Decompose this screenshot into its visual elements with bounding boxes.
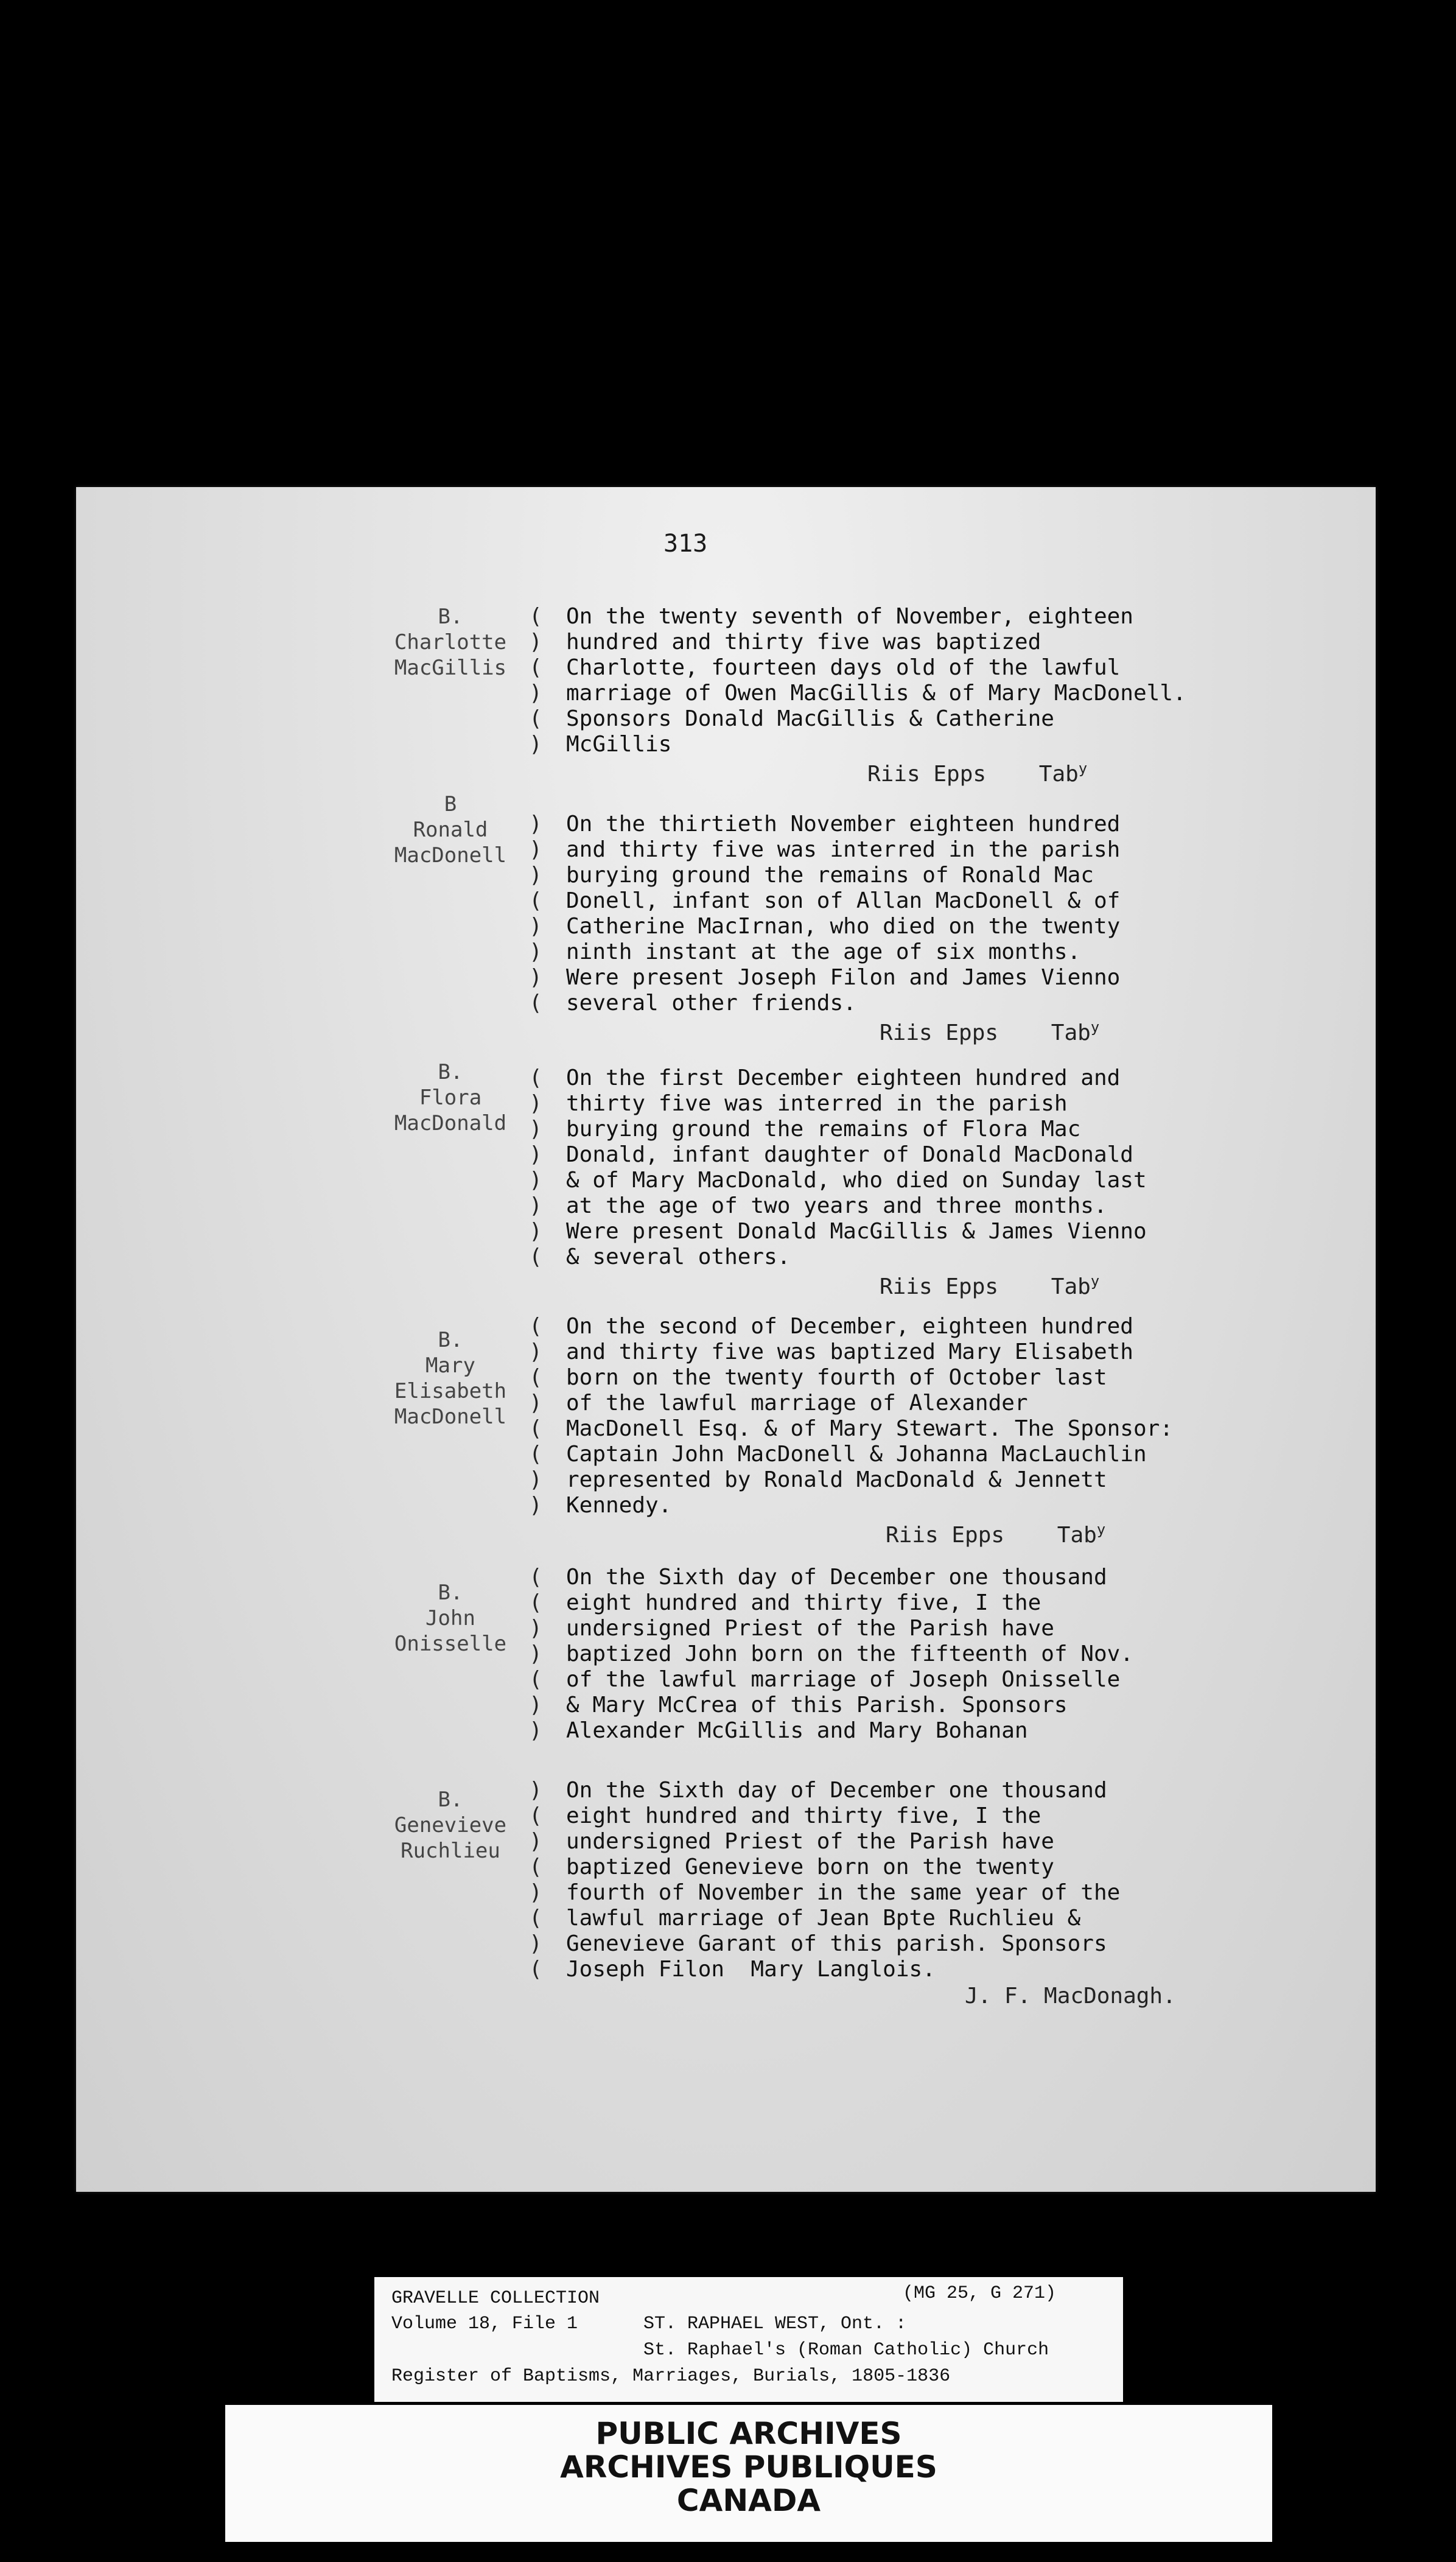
entry-line: marriage of Owen MacGillis & of Mary MacDonell.: [566, 681, 1186, 706]
register-title: Register of Baptisms, Marriages, Burials, 1805-1836: [391, 2366, 951, 2387]
bracket-mark: (: [529, 1565, 542, 1590]
entry-line: several other friends.: [566, 991, 856, 1016]
margin-line: B.: [438, 1328, 463, 1352]
bracket-mark: (: [529, 1442, 542, 1467]
margin-line: Charlotte: [394, 630, 507, 655]
bracket-mark: (: [529, 1365, 542, 1390]
page-number: 313: [663, 530, 708, 558]
bracket-mark: ): [529, 914, 542, 939]
margin-line: B: [444, 792, 457, 816]
entry-line: Charlotte, fourteen days old of the lawful: [566, 655, 1121, 680]
entry-line: Kennedy.: [566, 1493, 672, 1518]
priest-signature: [886, 1521, 1105, 1548]
bracket-mark: ): [529, 1718, 542, 1743]
entry-line: baptized Genevieve born on the twenty: [566, 1855, 1054, 1879]
entry-line: fourth of November in the same year of the: [566, 1880, 1121, 1905]
margin-line: MacGillis: [394, 656, 507, 680]
bracket-mark: ): [529, 1117, 542, 1142]
entry-line: McGillis: [566, 732, 672, 757]
priest-signature-final: J. F. MacDonagh.: [965, 1984, 1176, 2009]
bracket-mark: ): [529, 1931, 542, 1956]
entry-line: Donell, infant son of Allan MacDonell & of: [566, 888, 1121, 913]
bracket-mark: ): [529, 965, 542, 990]
collection-name: GRAVELLE COLLECTION: [391, 2288, 600, 2309]
bracket-mark: (: [529, 604, 542, 629]
margin-line: B.: [438, 605, 463, 629]
bracket-mark: ): [529, 1193, 542, 1218]
signature-superscript: y: [1090, 1019, 1100, 1036]
bracket-mark: ): [529, 1829, 542, 1854]
entry-line: thirty five was interred in the parish: [566, 1091, 1068, 1116]
bracket-mark: (: [529, 1065, 542, 1090]
bracket-mark: ): [529, 732, 542, 757]
entry-line: On the second of December, eighteen hundred: [566, 1314, 1133, 1339]
register-page: [76, 487, 1376, 2192]
signature-superscript: y: [1096, 1521, 1106, 1538]
entry-line: represented by Ronald MacDonald & Jennett: [566, 1467, 1107, 1492]
bracket-mark: (: [529, 706, 542, 731]
entry-line: at the age of two years and three months.: [566, 1193, 1107, 1218]
margin-line: Onisselle: [394, 1632, 507, 1656]
volume-file: Volume 18, File 1: [391, 2314, 578, 2334]
bracket-mark: (: [529, 1957, 542, 1982]
entry-line: On the Sixth day of December one thousand: [566, 1778, 1107, 1803]
entry-text: [566, 812, 1357, 1016]
entry-line: hundred and thirty five was baptized: [566, 630, 1041, 655]
entry-line: and thirty five was interred in the parish: [566, 837, 1121, 862]
bracket-mark: (: [529, 655, 542, 680]
bracket-mark: ): [529, 1693, 542, 1718]
entry-line: On the Sixth day of December one thousand: [566, 1565, 1107, 1590]
entry-line: & of Mary MacDonald, who died on Sunday last: [566, 1168, 1147, 1193]
bracket-mark: ): [529, 1641, 542, 1666]
bracket-mark: ): [529, 1616, 542, 1641]
bracket-mark: ): [529, 863, 542, 888]
bracket-mark: ): [529, 939, 542, 964]
bracket-mark: ): [529, 1339, 542, 1364]
priest-signature: [880, 1019, 1099, 1045]
entry-line: On the thirtieth November eighteen hundred: [566, 812, 1121, 837]
bracket-mark: (: [529, 1855, 542, 1879]
entry-line: ninth instant at the age of six months.: [566, 939, 1081, 964]
entry-line: burying ground the remains of Ronald Mac: [566, 863, 1094, 888]
signature-superscript: y: [1090, 1272, 1100, 1290]
margin-line: Mary: [425, 1353, 475, 1378]
entry-bracket-column: [523, 812, 548, 1016]
entry-line: Alexander McGillis and Mary Bohanan: [566, 1718, 1028, 1743]
entry-line: eight hundred and thirty five, I the: [566, 1590, 1041, 1615]
entry-line: Donald, infant daughter of Donald MacDonald: [566, 1142, 1133, 1167]
bracket-mark: ): [529, 812, 542, 837]
bracket-mark: ): [529, 630, 542, 655]
margin-line: MacDonell: [394, 843, 507, 868]
bracket-mark: (: [529, 1906, 542, 1931]
church-name: St. Raphael's (Roman Catholic) Church: [643, 2340, 1049, 2360]
bracket-mark: (: [529, 1667, 542, 1692]
bracket-mark: (: [529, 1244, 542, 1269]
bracket-mark: (: [529, 888, 542, 913]
bracket-mark: ): [529, 1467, 542, 1492]
entry-line: Were present Joseph Filon and James Vienno: [566, 965, 1121, 990]
entry-line: Were present Donald MacGillis & James Vienno: [566, 1219, 1147, 1244]
bracket-mark: (: [529, 1803, 542, 1828]
archive-label: [374, 2277, 1123, 2402]
entry-text: [566, 1565, 1357, 1744]
entry-line: On the first December eighteen hundred and: [566, 1065, 1121, 1090]
signature-suffix: Tab: [1051, 1274, 1091, 1299]
margin-line: B.: [438, 1060, 463, 1084]
bracket-mark: ): [529, 1168, 542, 1193]
bracket-mark: (: [529, 1590, 542, 1615]
margin-line: Genevieve: [394, 1813, 507, 1837]
signature-name: Riis Epps: [880, 1274, 1051, 1299]
margin-line: MacDonald: [394, 1111, 507, 1135]
entry-line: undersigned Priest of the Parish have: [566, 1616, 1054, 1641]
margin-line: Elisabeth: [394, 1379, 507, 1403]
entry-line: & Mary McCrea of this Parish. Sponsors: [566, 1693, 1068, 1718]
entry-text: [566, 604, 1357, 757]
bracket-mark: ): [529, 837, 542, 862]
entry-line: and thirty five was baptized Mary Elisabeth: [566, 1339, 1133, 1364]
margin-line: B.: [438, 1581, 463, 1605]
archives-stamp: [225, 2405, 1272, 2542]
bracket-mark: ): [529, 1142, 542, 1167]
entry-bracket-column: [523, 1565, 548, 1744]
bracket-mark: ): [529, 1493, 542, 1518]
entry-text: [566, 1314, 1357, 1518]
entry-line: Joseph Filon Mary Langlois.: [566, 1957, 936, 1982]
priest-signature: [880, 1272, 1099, 1299]
signature-name: Riis Epps: [880, 1020, 1051, 1045]
bracket-mark: ): [529, 1778, 542, 1803]
signature-name: Riis Epps: [886, 1523, 1057, 1548]
entry-line: burying ground the remains of Flora Mac: [566, 1117, 1081, 1142]
signature-suffix: Tab: [1051, 1020, 1091, 1045]
stamp-line: CANADA: [676, 2483, 821, 2518]
bracket-mark: ): [529, 681, 542, 706]
margin-line: MacDonell: [394, 1405, 507, 1429]
margin-line: B.: [438, 1788, 463, 1812]
entry-line: undersigned Priest of the Parish have: [566, 1829, 1054, 1854]
margin-line: John: [425, 1606, 475, 1630]
entry-line: eight hundred and thirty five, I the: [566, 1803, 1041, 1828]
bracket-mark: ): [529, 1880, 542, 1905]
entry-bracket-column: [523, 1065, 548, 1270]
entry-bracket-column: [523, 604, 548, 757]
entry-line: lawful marriage of Jean Bpte Ruchlieu &: [566, 1906, 1081, 1931]
margin-line: Ronald: [413, 818, 488, 842]
entry-line: of the lawful marriage of Alexander: [566, 1391, 1028, 1416]
entry-line: Catherine MacIrnan, who died on the twenty: [566, 914, 1121, 939]
bracket-mark: (: [529, 991, 542, 1016]
entry-line: Sponsors Donald MacGillis & Catherine: [566, 706, 1054, 731]
signature-superscript: y: [1078, 760, 1088, 777]
bracket-mark: ): [529, 1219, 542, 1244]
entry-bracket-column: [523, 1314, 548, 1518]
entry-line: Captain John MacDonell & Johanna MacLauchlin: [566, 1442, 1147, 1467]
entry-line: of the lawful marriage of Joseph Onisselle: [566, 1667, 1121, 1692]
stamp-line: ARCHIVES PUBLIQUES: [560, 2449, 937, 2485]
margin-line: Flora: [419, 1086, 482, 1110]
signature-name: Riis Epps: [867, 762, 1039, 787]
place-name: ST. RAPHAEL WEST, Ont. :: [643, 2314, 907, 2334]
entry-line: MacDonell Esq. & of Mary Stewart. The Sponsor:: [566, 1416, 1173, 1441]
stamp-line: PUBLIC ARCHIVES: [595, 2416, 902, 2451]
signature-suffix: Tab: [1057, 1523, 1097, 1548]
signature-suffix: Tab: [1038, 762, 1079, 787]
bracket-mark: ): [529, 1091, 542, 1116]
collection-reference: (MG 25, G 271): [903, 2283, 1057, 2304]
entry-line: & several others.: [566, 1244, 791, 1269]
margin-line: Ruchlieu: [401, 1839, 500, 1863]
bracket-mark: (: [529, 1416, 542, 1441]
entry-line: baptized John born on the fifteenth of Nov.: [566, 1641, 1133, 1666]
bracket-mark: ): [529, 1391, 542, 1416]
priest-signature: [867, 760, 1087, 787]
bracket-mark: (: [529, 1314, 542, 1339]
entry-bracket-column: [523, 1778, 548, 1982]
entry-text: [566, 1065, 1357, 1270]
entry-line: born on the twenty fourth of October last: [566, 1365, 1107, 1390]
entry-line: Genevieve Garant of this parish. Sponsors: [566, 1931, 1107, 1956]
entry-text: [566, 1778, 1357, 1982]
entry-line: On the twenty seventh of November, eighteen: [566, 604, 1133, 629]
